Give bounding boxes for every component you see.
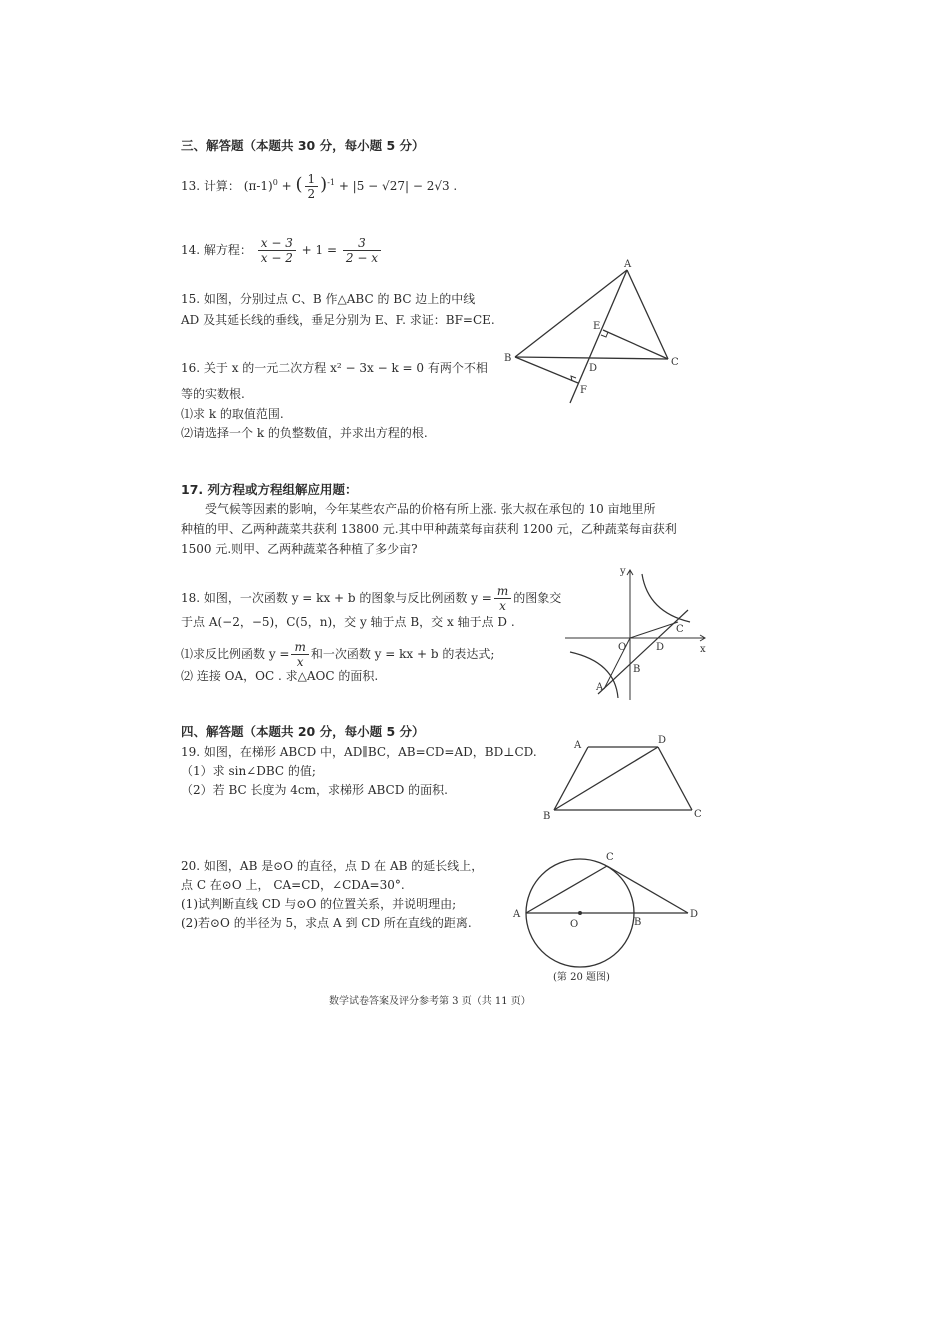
q19-part2: （2）若 BC 长度为 4cm，求梯形 ABCD 的面积. <box>181 783 448 797</box>
q13-plus: + <box>277 179 296 193</box>
q20-line2: 点 C 在⊙O 上， CA=CD，∠CDA=30°. <box>181 878 405 892</box>
fig15-label-e: E <box>593 321 601 332</box>
q20-part1: (1)试判断直线 CD 与⊙O 的位置关系，并说明理由; <box>181 897 457 911</box>
fig15-label-f: F <box>580 385 587 396</box>
q18-part2: ⑵ 连接 OA，OC . 求△AOC 的面积. <box>181 669 379 683</box>
fig15-right-angle-e <box>601 332 608 337</box>
fig19-diagonal-bd <box>554 747 658 810</box>
fig20-center-point <box>578 911 582 915</box>
fig18-label-d: D <box>656 642 665 653</box>
fig18-label-o: O <box>618 642 627 653</box>
q17-heading: 17. 列方程或方程组解应用题： <box>181 482 358 497</box>
q17-line3: 1500 元.则甲、乙两种蔬菜各种植了多少亩? <box>181 542 418 556</box>
q18-line1 <box>181 584 561 613</box>
fig15-label-d: D <box>589 363 598 374</box>
q13-exp0: 0 <box>272 178 278 187</box>
q17-line1: 受气候等因素的影响，今年某些农产品的价格有所上涨. 张大叔在承包的 10 亩地里所 <box>205 502 656 516</box>
fig18-label-y: y <box>620 566 626 577</box>
q18-part1b: 和一次函数 y = kx + b 的表达式; <box>310 647 495 661</box>
q15-line1: 15. 如图，分别过点 C、B 作△ABC 的 BC 边上的中线 <box>181 292 476 306</box>
fig20-label-a: A <box>513 909 521 920</box>
fig19-label-b: B <box>543 811 551 822</box>
fig20-segment-ac <box>526 866 607 913</box>
question-13: 13. 计算： $(\pi-1)^0$ + ( $\frac{1}{2}$ )$^{-1}$ + |5 − √27| − 2√3 . <box>181 172 458 201</box>
q18-frac: $\frac{m}{x}$ <box>494 584 511 613</box>
q20-part2: (2)若⊙O 的半径为 5，求点 A 到 CD 所在直线的距离. <box>181 916 472 930</box>
q14-number: 14. <box>181 243 201 257</box>
q14-frac2: $\frac{3}{2 - x}$ <box>343 236 381 265</box>
q13-expr1: (π-1) <box>243 179 273 193</box>
fig15-perp-bf <box>515 357 578 383</box>
section3-heading: 三、解答题（本题共 30 分，每小题 5 分） <box>181 138 425 153</box>
fig20-label-c: C <box>606 852 614 863</box>
fig18-label-x: x <box>700 644 706 655</box>
fig18-line-y-kx-b <box>598 610 688 694</box>
q14-mid: + 1 = <box>297 243 341 257</box>
q13-text: 计算： <box>203 179 240 193</box>
q13-expneg1: -1 <box>327 178 335 187</box>
q16-line2: 等的实数根. <box>181 387 245 401</box>
figure-20 <box>510 843 705 968</box>
figure-15 <box>500 255 690 410</box>
fig15-side-bc <box>515 357 668 359</box>
q16-part2: ⑵请选择一个 k 的负整数值，并求出方程的根. <box>181 426 428 440</box>
question-14 <box>181 236 383 265</box>
fig20-label-d: D <box>690 909 699 920</box>
fig19-label-c: C <box>694 809 702 820</box>
fig18-label-a: A <box>596 682 604 693</box>
fig19-side-cd <box>658 747 692 810</box>
q20-figure-caption: (第 20 题图) <box>553 972 610 983</box>
q13-rest: + |5 − √27| − 2√3 . <box>335 179 458 193</box>
q16-part1: ⑴求 k 的取值范围. <box>181 407 284 421</box>
figure-18 <box>560 562 710 702</box>
q20-line1: 20. 如图，AB 是⊙O 的直径，点 D 在 AB 的延长线上， <box>181 859 484 873</box>
q16-line1: 16. 关于 x 的一元二次方程 x² − 3x − k = 0 有两个不相 <box>181 361 488 375</box>
fig15-side-ab <box>515 270 627 357</box>
q13-number: 13. <box>181 179 201 193</box>
q14-frac1: $\frac{x - 3}{x - 2}$ <box>258 236 296 265</box>
q19-part1: （1）求 sin∠DBC 的值; <box>181 764 316 778</box>
fig19-label-a: A <box>574 740 582 751</box>
q15-line2: AD 及其延长线的垂线，垂足分别为 E、F. 求证：BF=CE. <box>181 313 495 327</box>
q13-half: $\frac{1}{2}$ <box>305 172 319 201</box>
q17-line2: 种植的甲、乙两种蔬菜共获利 13800 元.其中甲种蔬菜每亩获利 1200 元，乙种蔬菜每亩获利 <box>181 522 677 536</box>
q18-line1a: 18. 如图，一次函数 y = kx + b 的图象与反比例函数 y = <box>181 591 492 605</box>
fig15-label-a: A <box>624 259 632 270</box>
fig19-side-ab <box>554 747 588 810</box>
page-footer: 数学试卷答案及评分参考第 3 页（共 11 页） <box>329 996 531 1007</box>
section4-heading: 四、解答题（本题共 20 分，每小题 5 分） <box>181 724 425 739</box>
fig18-label-c: C <box>676 624 684 635</box>
fig18-label-b: B <box>633 664 641 675</box>
fig20-label-o: O <box>570 919 579 930</box>
q19-line1: 19. 如图，在梯形 ABCD 中，AD∥BC，AB=CD=AD，BD⊥CD. <box>181 745 537 759</box>
fig15-side-ac <box>627 270 668 359</box>
q18-line1b: 的图象交 <box>513 591 562 605</box>
q18-part1 <box>181 640 494 669</box>
fig20-label-b: B <box>634 917 642 928</box>
fig15-perp-ce <box>603 330 668 359</box>
fig15-right-angle-f <box>571 376 576 381</box>
fig15-label-b: B <box>504 353 512 364</box>
q18-part1a: ⑴求反比例函数 y = <box>181 647 290 661</box>
fig20-segment-cd <box>607 866 688 913</box>
fig19-label-d: D <box>658 735 667 746</box>
q18-part1-frac: $\frac{m}{x}$ <box>291 640 308 669</box>
q18-line2: 于点 A(−2，−5)，C(5，n)，交 y 轴于点 B，交 x 轴于点 D . <box>181 615 515 629</box>
q14-text: 解方程： <box>203 243 252 257</box>
fig18-segment-oc <box>630 622 678 638</box>
fig15-label-c: C <box>671 357 679 368</box>
figure-19 <box>540 733 710 828</box>
